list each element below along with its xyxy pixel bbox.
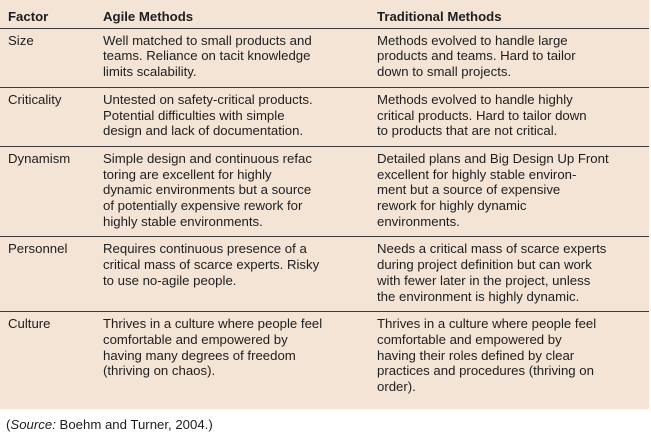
table-header-row [0, 9, 649, 28]
factor-cell: Culture [8, 316, 51, 332]
table-row [0, 237, 649, 312]
traditional-cell: Thrives in a culture where people feel comfortable and empowered by having their roles defined by clear practices and procedures (thriving on order). [377, 316, 597, 395]
table-row [0, 146, 649, 237]
table-row [0, 87, 649, 146]
factor-cell: Criticality [8, 91, 62, 107]
source-citation [6, 417, 213, 432]
source-open-paren: ( [6, 417, 11, 432]
agile-cell: Well matched to small products and teams. Reliance on tacit knowledge limits scalability. [103, 32, 312, 80]
header-traditional-methods: Traditional Methods [375, 9, 649, 28]
agile-cell: Untested on safety-critical products. Potential difficulties with simple design and lack of documentation. [103, 91, 313, 139]
header-agile-methods: Agile Methods [103, 9, 375, 28]
traditional-cell: Detailed plans and Big Design Up Front excellent for highly stable environ- ment but a source of expensive rework for highly dynamic environments. [377, 150, 609, 229]
factor-cell: Size [8, 32, 34, 48]
header-factor: Factor [0, 9, 103, 28]
table-row [0, 312, 649, 402]
traditional-cell: Methods evolved to handle highly critical products. Hard to tailor down to products that are not critical. [377, 91, 587, 139]
source-text: Boehm and Turner, 2004.) [55, 417, 213, 432]
comparison-table [0, 9, 649, 402]
source-label: Source: [10, 417, 56, 432]
factor-cell: Dynamism [8, 150, 71, 166]
traditional-cell: Needs a critical mass of scarce experts during project definition but can work with fewer later in the project, unless the environment is highly dynamic. [377, 241, 607, 304]
agile-cell: Thrives in a culture where people feel comfortable and empowered by having many degrees of freedom (thriving on chaos). [103, 316, 323, 379]
table-row [0, 28, 649, 87]
agile-cell: Requires continuous presence of a critical mass of scarce experts. Risky to use no-agile people. [103, 241, 320, 288]
agile-cell: Simple design and continuous refac toring are excellent for highly dynamic environments but a source of potentially expensive rework for highly stable environments. [103, 150, 312, 229]
traditional-cell: Methods evolved to handle large products and teams. Hard to tailor down to small projects. [377, 32, 576, 80]
factor-cell: Personnel [8, 241, 68, 257]
